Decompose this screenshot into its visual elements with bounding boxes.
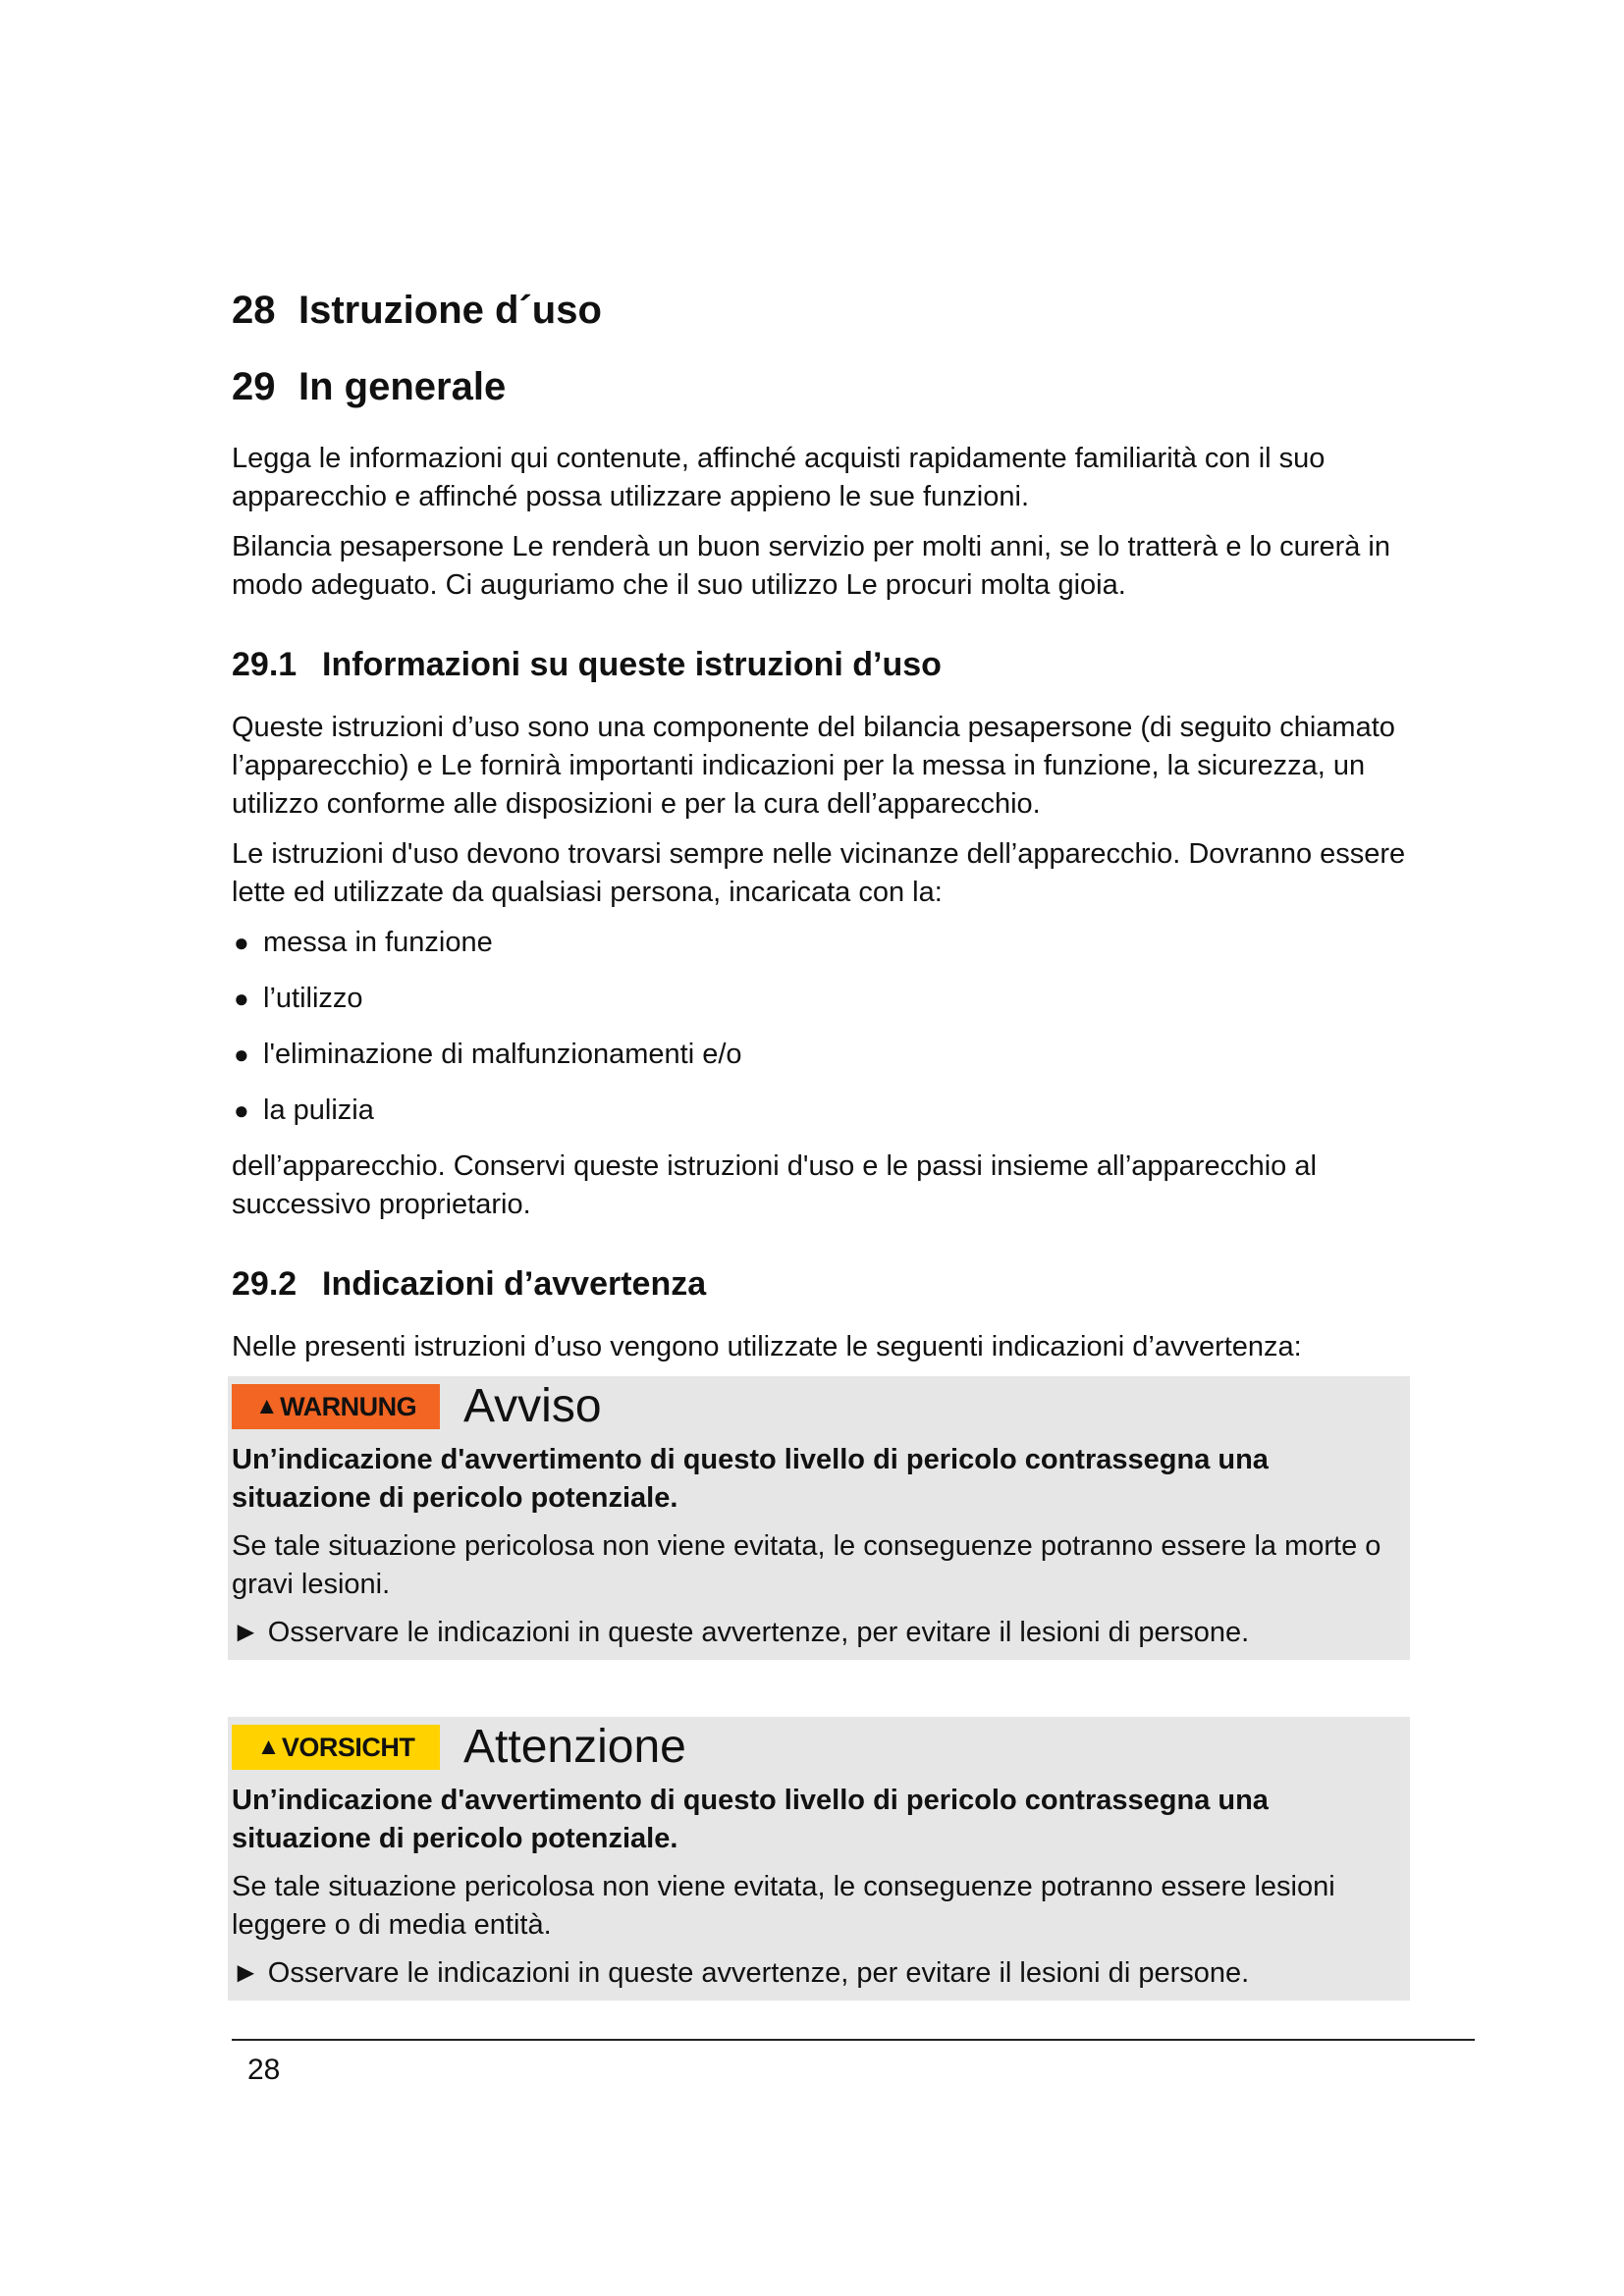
footer-divider [232,2039,1475,2041]
caution-triangle-icon: ▲ [256,1734,280,1760]
caution-badge-label: VORSICHT [281,1732,415,1762]
warning-notice [228,1376,1410,1660]
caution-notice [228,1717,1410,2001]
warning-action: ► Osservare le indicazioni in queste avvertenze, per evitare il lesioni di persone. [232,1617,1250,1648]
heading-29 [232,359,1410,414]
heading-29-2 [232,1261,1410,1307]
heading-29-text: In generale [298,365,507,408]
list-item [232,980,1410,1018]
heading-29-1 [232,642,1410,687]
info-paragraph-2: Le istruzioni d'uso devono trovarsi sempre nelle vicinanze dell’apparecchio. Dovranno essere lette ed utilizzate da qualsiasi persona, incaricata con la: [232,838,1406,908]
warning-triangle-icon: ▲ [254,1393,279,1419]
list-item [232,1036,1410,1074]
heading-28 [232,283,1410,338]
warning-text: Se tale situazione pericolosa non viene evitata, le conseguenze potranno essere la morte o gravi lesioni. [232,1530,1381,1600]
list-item-text: l’utilizzo [263,983,363,1014]
page-content [232,283,1410,2001]
general-paragraph-2: Bilancia pesapersone Le renderà un buon servizio per molti anni, se lo tratterà e lo curerà in modo adeguato. Ci auguriamo che il suo utilizzo Le procuri molta gioia. [232,531,1391,601]
list-item-text: messa in funzione [263,927,493,958]
list-item-text: l'eliminazione di malfunzionamenti e/o [263,1039,742,1070]
bullet-icon: ● [234,1095,249,1125]
info-paragraph-1: Queste istruzioni d’uso sono una componente del bilancia pesapersone (di seguito chiamato l’apparecchio) e Le fornirà importanti indicazioni per la messa in funzione, la sicurezza, un utilizzo conforme alle disposizioni e per la cura dell’apparecchio. [232,712,1395,820]
general-paragraph-1: Legga le informazioni qui contenute, affinché acquisti rapidamente familiarità con il suo apparecchio e affinché possa utilizzare appieno le sue funzioni. [232,443,1326,512]
caution-bold-text: Un’indicazione d'avvertimento di questo livello di pericolo contrassegna una situazione di pericolo potenziale. [232,1785,1269,1854]
notice-spacer [232,1660,1410,1717]
heading-28-number: 28 [232,289,276,332]
page-number: 28 [247,2054,281,2086]
caution-text: Se tale situazione pericolosa non viene evitata, le conseguenze potranno essere lesioni leggere o di media entità. [232,1871,1335,1941]
heading-29-1-number: 29.1 [232,646,298,683]
bullet-icon: ● [234,928,249,957]
usage-list [232,924,1410,1130]
caution-notice-header [232,1719,1406,1776]
list-item [232,1092,1410,1130]
list-item [232,924,1410,962]
caution-badge [232,1725,440,1770]
warning-badge [232,1384,440,1429]
heading-29-2-number: 29.2 [232,1265,298,1303]
heading-29-2-text: Indicazioni d’avvertenza [322,1265,707,1303]
caution-action: ► Osservare le indicazioni in queste avvertenze, per evitare il lesioni di persone. [232,1957,1250,1989]
warning-title: Avviso [463,1380,602,1432]
warnings-intro: Nelle presenti istruzioni d’uso vengono utilizzate le seguenti indicazioni d’avvertenza: [232,1331,1302,1362]
bullet-icon: ● [234,984,249,1013]
info-paragraph-3: dell’apparecchio. Conservi queste istruzioni d'uso e le passi insieme all’apparecchio al successivo proprietario. [232,1150,1317,1220]
heading-29-1-text: Informazioni su queste istruzioni d’uso [322,646,942,683]
caution-title: Attenzione [463,1721,686,1773]
heading-29-number: 29 [232,365,276,408]
heading-28-text: Istruzione d´uso [298,289,602,332]
bullet-icon: ● [234,1040,249,1069]
warning-bold-text: Un’indicazione d'avvertimento di questo livello di pericolo contrassegna una situazione di pericolo potenziale. [232,1444,1269,1514]
warning-notice-header [232,1378,1406,1435]
warning-badge-label: WARNUNG [280,1391,417,1421]
list-item-text: la pulizia [263,1095,374,1126]
